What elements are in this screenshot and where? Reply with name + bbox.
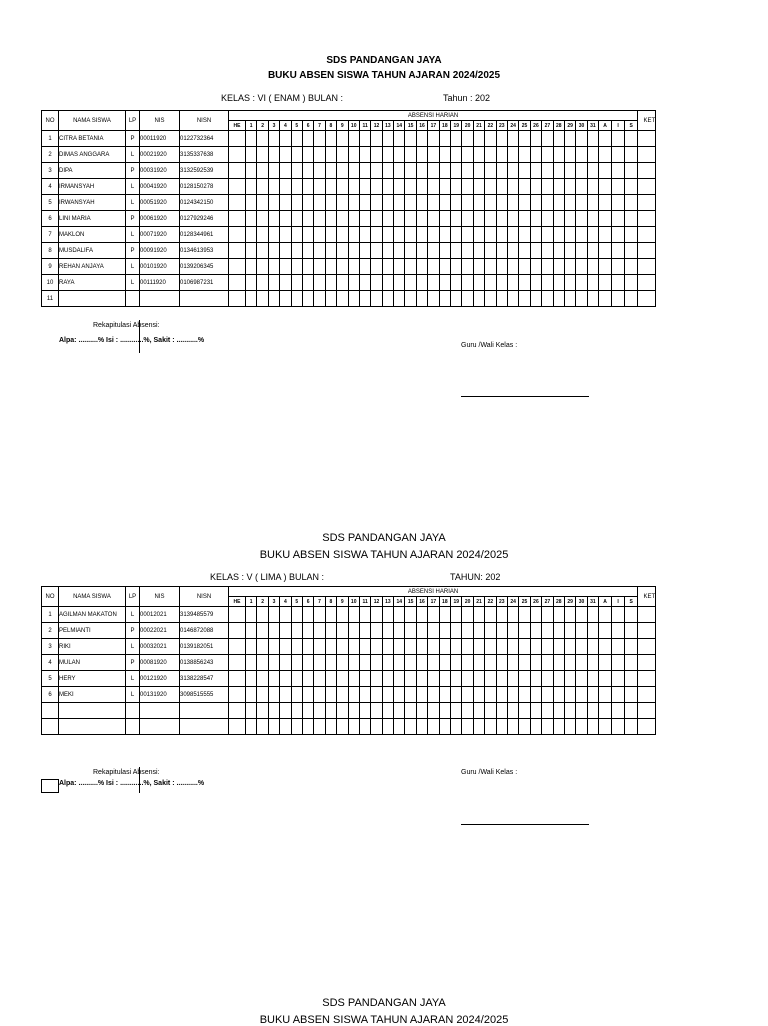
student-name: IRWANSYAH	[59, 195, 126, 211]
student-no: 6	[42, 211, 59, 227]
student-nis: 00022021	[140, 623, 180, 639]
header-day: 29	[564, 597, 575, 607]
header-lp: LP	[126, 111, 140, 131]
header-day: 28	[553, 121, 564, 131]
header-day: 25	[519, 597, 530, 607]
header-day: 15	[405, 121, 416, 131]
student-name: CITRA BETANIA	[59, 131, 126, 147]
guru-label: Guru /Wali Kelas :	[461, 342, 518, 349]
school-name: SDS PANDANGAN JAYA	[322, 997, 446, 1009]
header-day: 9	[337, 121, 348, 131]
header-day: 23	[496, 121, 507, 131]
student-nis: 00041920	[140, 179, 180, 195]
student-nis: 00101920	[140, 259, 180, 275]
header-nis: NIS	[140, 111, 180, 131]
student-nis: 00081920	[140, 655, 180, 671]
book-title: BUKU ABSEN SISWA TAHUN AJARAN 2024/2025	[267, 70, 501, 81]
header-no: NO	[42, 111, 59, 131]
header-day: 12	[371, 597, 382, 607]
student-nis: 00011920	[140, 131, 180, 147]
student-lp: L	[126, 687, 140, 703]
header-day: 10	[348, 597, 359, 607]
student-nisn: 0138856243	[180, 655, 229, 671]
header-day: 13	[382, 121, 393, 131]
header-a: A	[599, 597, 612, 607]
header-ket: KET	[638, 587, 656, 607]
header-day: 3	[268, 597, 279, 607]
student-name: RIKI	[59, 639, 126, 655]
header-day: 11	[359, 597, 370, 607]
student-nisn: 0128344961	[180, 227, 229, 243]
student-nis: 00021920	[140, 147, 180, 163]
student-name: DIPA	[59, 163, 126, 179]
header-ket: KET	[638, 111, 656, 131]
student-name: IRMANSYAH	[59, 179, 126, 195]
header-day: 31	[587, 121, 598, 131]
student-lp: L	[126, 227, 140, 243]
student-no: 5	[42, 195, 59, 211]
header-day: 3	[268, 121, 279, 131]
student-name: AGILMAN MAKATON	[59, 607, 126, 623]
student-no: 1	[42, 131, 59, 147]
header-day: 17	[428, 597, 439, 607]
school-name: SDS PANDANGAN JAYA	[322, 532, 446, 544]
tahun-line: Tahun : 202	[443, 93, 491, 103]
tahun-line: TAHUN: 202	[450, 572, 501, 582]
header-day: 2	[257, 597, 268, 607]
student-lp: L	[126, 671, 140, 687]
school-name: SDS PANDANGAN JAYA	[326, 55, 442, 66]
student-nis: 00071920	[140, 227, 180, 243]
student-name: REHAN ANJAYA	[59, 259, 126, 275]
student-lp: P	[126, 623, 140, 639]
student-nis: 00032021	[140, 639, 180, 655]
student-lp: L	[126, 147, 140, 163]
rekap-summary: Alpa: ..........% Isi : ............%, Sakit : ...........%	[59, 780, 205, 787]
header-day: 20	[462, 121, 473, 131]
student-lp: P	[126, 131, 140, 147]
header-day: 21	[473, 121, 484, 131]
header-day: 30	[576, 597, 587, 607]
student-nisn: 0106987231	[180, 275, 229, 291]
header-day: 23	[496, 597, 507, 607]
student-no: 2	[42, 623, 59, 639]
student-name: HERY	[59, 671, 126, 687]
student-lp: P	[126, 243, 140, 259]
student-no: 11	[42, 291, 59, 307]
header-day: 28	[553, 597, 564, 607]
header-day: 1	[246, 597, 257, 607]
header-day: 8	[325, 121, 336, 131]
book-title: BUKU ABSEN SISWA TAHUN AJARAN 2024/2025	[259, 549, 509, 561]
kelas-line: KELAS : VI ( ENAM ) BULAN :	[221, 93, 344, 103]
student-nisn: 0139182051	[180, 639, 229, 655]
kelas-line: KELAS : V ( LIMA ) BULAN :	[210, 572, 325, 582]
header-i: I	[612, 121, 625, 131]
student-nis: 00121920	[140, 671, 180, 687]
student-nisn: 3135337638	[180, 147, 229, 163]
student-name: MAKLON	[59, 227, 126, 243]
book-title: BUKU ABSEN SISWA TAHUN AJARAN 2024/2025	[259, 1014, 509, 1026]
header-day: 7	[314, 597, 325, 607]
header-day: 27	[542, 597, 553, 607]
header-s: S	[625, 121, 638, 131]
header-absensi: ABSENSI HARIAN	[229, 587, 638, 597]
student-lp: L	[126, 639, 140, 655]
student-name: DIMAS ANGGARA	[59, 147, 126, 163]
header-day: 2	[257, 121, 268, 131]
student-nisn: 0124342150	[180, 195, 229, 211]
student-no: 4	[42, 655, 59, 671]
guru-label: Guru /Wali Kelas :	[461, 769, 518, 776]
header-day: 13	[382, 597, 393, 607]
student-name: LINI MARIA	[59, 211, 126, 227]
rekap-label: Rekapitulasi Absensi:	[93, 769, 160, 776]
student-lp: L	[126, 259, 140, 275]
header-day: 12	[371, 121, 382, 131]
student-nisn: 3138228547	[180, 671, 229, 687]
header-day: 27	[542, 121, 553, 131]
student-nisn: 0128150278	[180, 179, 229, 195]
student-no: 8	[42, 243, 59, 259]
header-a: A	[599, 121, 612, 131]
header-day: 14	[394, 597, 405, 607]
header-day: 30	[576, 121, 587, 131]
header-no: NO	[42, 587, 59, 607]
header-day: 19	[451, 597, 462, 607]
student-no: 5	[42, 671, 59, 687]
student-no: 2	[42, 147, 59, 163]
student-nisn: 0122732364	[180, 131, 229, 147]
header-day: 25	[519, 121, 530, 131]
student-nis: 00061920	[140, 211, 180, 227]
header-day: 29	[564, 121, 575, 131]
student-nisn: 3098515555	[180, 687, 229, 703]
header-day: 6	[302, 597, 313, 607]
header-day: 9	[337, 597, 348, 607]
student-nis: 00091920	[140, 243, 180, 259]
header-day: 15	[405, 597, 416, 607]
student-nis: 00012021	[140, 607, 180, 623]
header-absensi: ABSENSI HARIAN	[229, 111, 638, 121]
student-name: PELMIANTI	[59, 623, 126, 639]
header-nis: NIS	[140, 587, 180, 607]
header-day: 14	[394, 121, 405, 131]
header-day: 6	[302, 121, 313, 131]
student-no: 3	[42, 163, 59, 179]
header-day: 20	[462, 597, 473, 607]
header-nisn: NISN	[180, 587, 229, 607]
student-nis: 00111920	[140, 275, 180, 291]
header-day: 11	[359, 121, 370, 131]
header-day: 4	[280, 597, 291, 607]
student-name: MULAN	[59, 655, 126, 671]
student-lp: P	[126, 211, 140, 227]
header-day: 18	[439, 597, 450, 607]
student-no: 6	[42, 687, 59, 703]
student-nisn: 0139206345	[180, 259, 229, 275]
header-day: 24	[507, 597, 518, 607]
header-day: 16	[416, 121, 427, 131]
student-lp: L	[126, 607, 140, 623]
header-day: 26	[530, 121, 541, 131]
student-no: 4	[42, 179, 59, 195]
header-he: HE	[229, 121, 246, 131]
header-day: 5	[291, 121, 302, 131]
student-nis: 00131920	[140, 687, 180, 703]
header-day: 26	[530, 597, 541, 607]
header-day: 22	[485, 597, 496, 607]
header-day: 22	[485, 121, 496, 131]
student-nisn: 0134613953	[180, 243, 229, 259]
student-lp: P	[126, 163, 140, 179]
header-day: 21	[473, 597, 484, 607]
header-day: 10	[348, 121, 359, 131]
header-day: 24	[507, 121, 518, 131]
student-nisn: 0127929246	[180, 211, 229, 227]
student-no: 7	[42, 227, 59, 243]
header-day: 16	[416, 597, 427, 607]
header-i: I	[612, 597, 625, 607]
header-day: 7	[314, 121, 325, 131]
student-name: RAYA	[59, 275, 126, 291]
student-name: MEKI	[59, 687, 126, 703]
student-no: 3	[42, 639, 59, 655]
header-day: 19	[451, 121, 462, 131]
student-lp: L	[126, 195, 140, 211]
student-no: 10	[42, 275, 59, 291]
student-name: MUSDALIFA	[59, 243, 126, 259]
header-day: 1	[246, 121, 257, 131]
student-nisn: 0146872088	[180, 623, 229, 639]
header-nisn: NISN	[180, 111, 229, 131]
student-nis: 00051920	[140, 195, 180, 211]
student-lp: L	[126, 179, 140, 195]
header-lp: LP	[126, 587, 140, 607]
rekap-summary: Alpa: ..........% Isi : ............%, Sakit : ...........%	[59, 337, 205, 344]
header-day: 8	[325, 597, 336, 607]
student-nisn: 3139485579	[180, 607, 229, 623]
header-s: S	[625, 597, 638, 607]
student-nisn: 3132592539	[180, 163, 229, 179]
header-day: 17	[428, 121, 439, 131]
header-day: 4	[280, 121, 291, 131]
student-nis: 00031920	[140, 163, 180, 179]
header-nama: NAMA SISWA	[59, 111, 126, 131]
student-no: 1	[42, 607, 59, 623]
header-day: 31	[587, 597, 598, 607]
rekap-label: Rekapitulasi Absensi:	[93, 322, 160, 329]
header-nama: NAMA SISWA	[59, 587, 126, 607]
header-day: 18	[439, 121, 450, 131]
student-lp: L	[126, 275, 140, 291]
student-no: 9	[42, 259, 59, 275]
student-lp: P	[126, 655, 140, 671]
header-he: HE	[229, 597, 246, 607]
header-day: 5	[291, 597, 302, 607]
